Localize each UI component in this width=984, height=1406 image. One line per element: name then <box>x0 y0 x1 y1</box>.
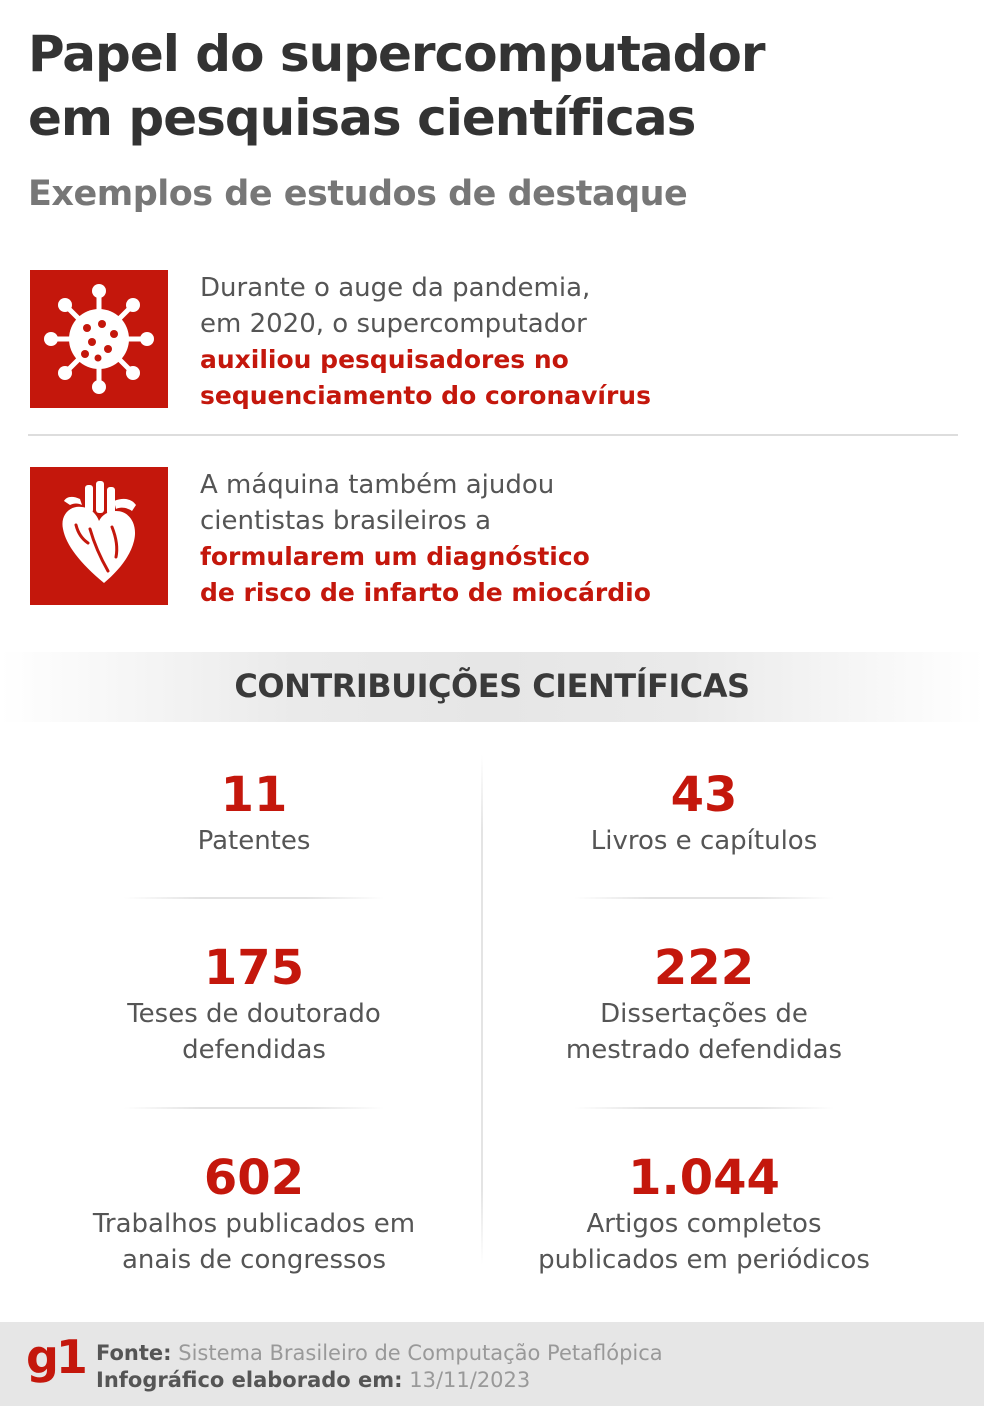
stat-separator <box>124 1107 384 1109</box>
page-subtitle: Exemplos de estudos de destaque <box>28 174 688 214</box>
study-line: em 2020, o supercomputador <box>200 309 587 339</box>
section-divider <box>28 434 958 436</box>
contributions-heading: CONTRIBUIÇÕES CIENTÍFICAS <box>234 667 750 705</box>
stat-label: Livros e capítulos <box>590 826 818 856</box>
stat-label: Dissertações de <box>600 999 808 1029</box>
stat-separator <box>124 897 384 899</box>
date-line <box>96 1367 663 1394</box>
footer <box>0 1322 984 1406</box>
stat-label: anais de congressos <box>122 1245 386 1275</box>
study-highlight: formularem um diagnóstico <box>200 542 590 571</box>
stat-label: Artigos completos <box>586 1209 822 1239</box>
footer-credits <box>96 1340 663 1394</box>
study-item-infarto <box>30 467 960 607</box>
date-label: Infográfico elaborado em: <box>96 1368 403 1392</box>
study-highlight: sequenciamento do coronavírus <box>200 381 651 410</box>
stat-patentes <box>44 767 464 859</box>
study-line: Durante o auge da pandemia, <box>200 273 591 303</box>
date-value: 13/11/2023 <box>409 1368 531 1392</box>
g1-logo: g1 <box>26 1330 85 1384</box>
stat-artigos <box>494 1150 914 1278</box>
source-label: Fonte: <box>96 1341 172 1365</box>
study-highlight: auxiliou pesquisadores no <box>200 345 569 374</box>
stat-dissertacoes <box>494 940 914 1068</box>
stat-value: 43 <box>670 767 738 823</box>
column-divider <box>481 755 483 1265</box>
title-line-2: em pesquisas científicas <box>28 89 696 147</box>
study-text <box>200 467 940 611</box>
stat-label: publicados em periódicos <box>538 1245 870 1275</box>
heart-icon <box>30 467 168 605</box>
page-title <box>28 22 958 150</box>
contributions-band <box>0 652 984 722</box>
stat-value: 1.044 <box>628 1150 780 1206</box>
title-line-1: Papel do supercomputador <box>28 25 765 83</box>
source-line <box>96 1340 663 1367</box>
stat-trabalhos <box>44 1150 464 1278</box>
stat-value: 175 <box>203 940 305 996</box>
stat-label: Patentes <box>197 826 311 856</box>
stat-separator <box>574 897 834 899</box>
stat-label: Teses de doutorado <box>127 999 381 1029</box>
study-text <box>200 270 940 414</box>
stat-label: Trabalhos publicados em <box>92 1209 416 1239</box>
source-value: Sistema Brasileiro de Computação Petaflópica <box>178 1341 663 1365</box>
stat-livros <box>494 767 914 859</box>
stat-value: 222 <box>653 940 755 996</box>
stat-value: 602 <box>203 1150 305 1206</box>
stat-teses <box>44 940 464 1068</box>
stat-label: mestrado defendidas <box>565 1035 843 1065</box>
study-line: cientistas brasileiros a <box>200 506 492 536</box>
stat-value: 11 <box>220 767 288 823</box>
stat-separator <box>574 1107 834 1109</box>
virus-icon <box>30 270 168 408</box>
study-item-coronavirus <box>30 270 960 410</box>
stat-label: defendidas <box>182 1035 326 1065</box>
study-highlight: de risco de infarto de miocárdio <box>200 578 651 607</box>
study-line: A máquina também ajudou <box>200 470 555 500</box>
